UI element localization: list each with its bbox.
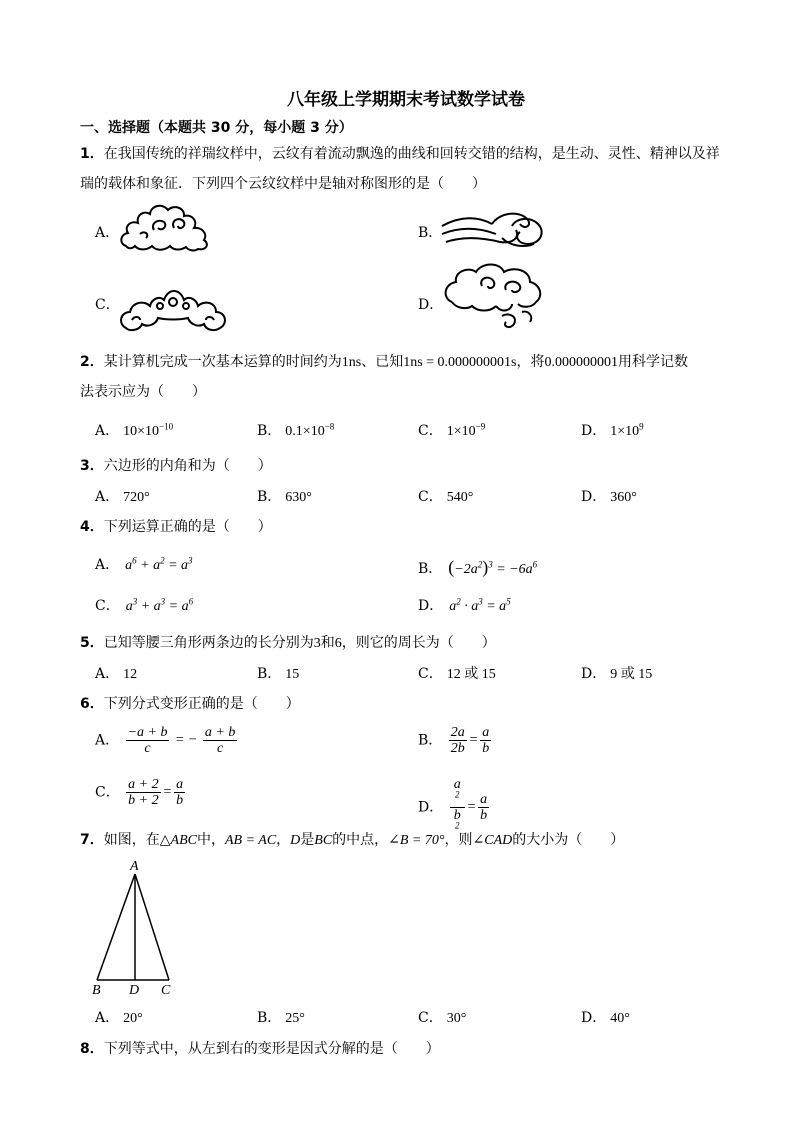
q1-option-a-label: A． bbox=[95, 225, 120, 241]
question-2-line2: 法表示应为（ ） bbox=[80, 384, 206, 400]
q2-option-c: C． $1\times 10^{-9}$ bbox=[418, 421, 486, 439]
question-1-line1: 1．在我国传统的祥瑞纹样中，云纹有着流动飘逸的曲线和回转交错的结构，是生动、灵性、精神以及祥 bbox=[80, 146, 720, 162]
triangle-figure bbox=[90, 856, 180, 998]
vertex-label-a: A bbox=[130, 859, 139, 874]
q7-option-c: C． 30° bbox=[418, 1010, 467, 1026]
vertex-label-b: B bbox=[92, 983, 101, 998]
q3-option-a: A． 720° bbox=[95, 489, 150, 505]
q7-option-d: D． 40° bbox=[581, 1010, 630, 1026]
cloud-pattern-d-image bbox=[442, 262, 547, 334]
question-3: 3．六边形的内角和为（ ） bbox=[80, 458, 272, 474]
question-5: 5．已知等腰三角形两条边的长分别为3和6，则它的周长为（ ） bbox=[80, 635, 496, 651]
q5-option-b: B． 15 bbox=[257, 666, 300, 682]
cloud-pattern-c-image bbox=[118, 284, 228, 332]
cloud-pattern-a-image bbox=[118, 200, 213, 252]
question-4: 4．下列运算正确的是（ ） bbox=[80, 519, 272, 535]
q5-option-c: C． 12 或 15 bbox=[418, 666, 496, 682]
fraction: $\frac{2a}{2b}$ bbox=[450, 725, 465, 756]
fraction: $\frac{a}{b}$ bbox=[482, 725, 490, 756]
q4-option-d: D． $a^2 \cdot a^3 = a^5$ bbox=[418, 596, 511, 614]
q3-option-c: C． 540° bbox=[418, 489, 474, 505]
cloud-pattern-b-image bbox=[440, 208, 550, 250]
q1-option-b-label: B． bbox=[418, 225, 443, 241]
section-heading: 一、选择题（本题共 30 分，每小题 3 分） bbox=[80, 120, 353, 136]
q6-option-c: C． $\frac{a + 2}{b + 2}$ = $\frac{a}{b}$ bbox=[95, 777, 184, 808]
fraction: $\frac{a + 2}{b + 2}$ bbox=[128, 777, 159, 808]
q7-option-a: A． 20° bbox=[95, 1010, 143, 1026]
fraction: $\frac{a}{b}$ bbox=[480, 792, 488, 823]
q6-option-b: B． $\frac{2a}{2b}$ = $\frac{a}{b}$ bbox=[418, 725, 490, 756]
q3-option-d: D． 360° bbox=[581, 489, 637, 505]
q2-option-b: B． $0.1\times 10^{-8}$ bbox=[257, 421, 335, 439]
fraction: $\frac{-a + b}{c}$ bbox=[127, 725, 168, 756]
q2-option-a: A． $10\times 10^{-10}$ bbox=[95, 421, 174, 439]
q2-option-d: D． $1\times 10^9$ bbox=[581, 421, 644, 439]
q7-option-b: B． 25° bbox=[257, 1010, 305, 1026]
q4-option-a: A． $a^6 + a^2 = a^3$ bbox=[95, 555, 193, 573]
q1-option-c-label: C． bbox=[95, 297, 120, 313]
q4-option-b: B． $(-2a^2)^3 = -6a^6$ bbox=[418, 557, 538, 577]
question-8: 8．下列等式中，从左到右的变形是因式分解的是（ ） bbox=[80, 1041, 440, 1057]
q6-option-d: D． a $^2$ b $^2$ = $\frac{a}{b}$ bbox=[418, 777, 491, 838]
page-title: 八年级上学期期末考试数学试卷 bbox=[287, 90, 525, 110]
vertex-label-d: D bbox=[129, 983, 140, 998]
q3-option-b: B． 630° bbox=[257, 489, 312, 505]
fraction: $\frac{a}{b}$ bbox=[176, 777, 184, 808]
question-2-line1: 2．某计算机完成一次基本运算的时间约为1ns、已知1ns = 0.000000001s，将0.000000001用科学记数 bbox=[80, 354, 688, 370]
q1-option-d-label: D． bbox=[418, 297, 444, 313]
q5-option-d: D． 9 或 15 bbox=[581, 666, 653, 682]
q5-option-a: A． 12 bbox=[95, 666, 138, 682]
question-6: 6．下列分式变形正确的是（ ） bbox=[80, 696, 300, 712]
fraction: $\frac{a + b}{c}$ bbox=[204, 725, 236, 756]
q6-option-a: A． $\frac{-a + b}{c}$ = − $\frac{a + b}{c}$ bbox=[95, 725, 236, 756]
question-7: 7．如图，在△ABC中，AB = AC，D是BC的中点，∠B = 70°，则∠CAD的大小为（ ） bbox=[80, 832, 625, 848]
question-1-line2: 瑞的载体和象征．下列四个云纹纹样中是轴对称图形的是（ ） bbox=[80, 176, 486, 192]
fraction: a $^2$ b $^2$ bbox=[450, 777, 465, 838]
vertex-label-c: C bbox=[161, 983, 171, 998]
q4-option-c: C． $a^3 + a^3 = a^6$ bbox=[95, 596, 194, 614]
